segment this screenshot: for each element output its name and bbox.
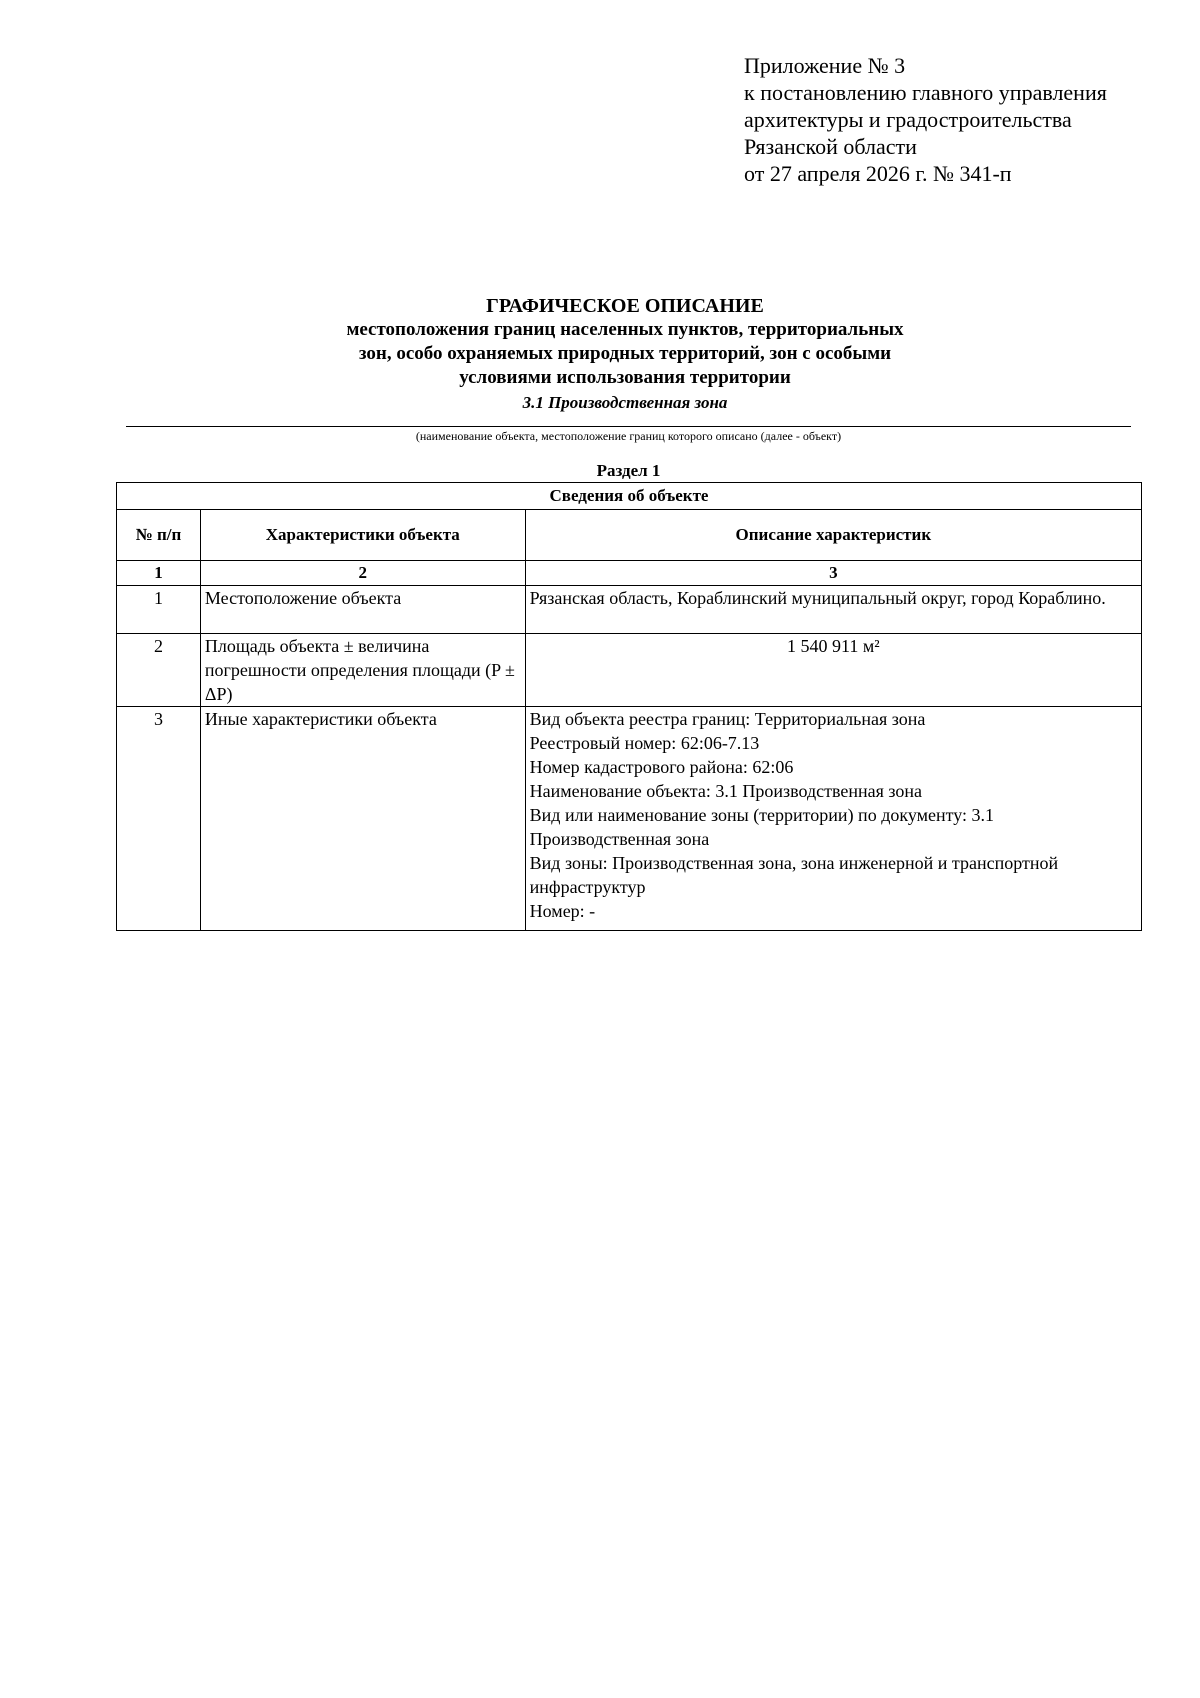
document-subtitle-line-3: условиями использования территории: [459, 367, 791, 388]
table-caption: Сведения об объекте: [117, 483, 1142, 510]
document-heading: [120, 294, 1130, 414]
row-description: 1 540 911 м²: [525, 634, 1141, 707]
row-characteristic: Иные характеристики объекта: [200, 707, 525, 931]
table-header-row: [117, 510, 1142, 561]
description-line: Номер: -: [529, 901, 596, 921]
object-name: 3.1 Производственная зона: [522, 393, 728, 412]
section-title: Раздел 1: [596, 461, 661, 480]
row-characteristic: Местоположение объекта: [200, 586, 525, 634]
document-subtitle-line-2: зон, особо охраняемых природных территорий, зон с особыми: [358, 343, 892, 364]
description-line: Реестровый номер: 62:06-7.13: [529, 733, 760, 753]
annex-line-2: к постановлению главного управления: [744, 80, 1107, 105]
row-description: Рязанская область, Кораблинский муниципальный округ, город Кораблино.: [525, 586, 1141, 634]
description-line: Наименование объекта: 3.1 Производственная зона: [529, 781, 923, 801]
header-num: № п/п: [117, 510, 201, 561]
table-caption-row: [117, 483, 1142, 510]
description-line: Вид зоны: Производственная зона, зона инженерной и транспортной инфраструктур: [529, 853, 1059, 897]
object-info-table: [116, 482, 1142, 931]
row-characteristic: Площадь объекта ± величина погрешности определения площади (P ± ΔP): [200, 634, 525, 707]
description-line: Номер кадастрового района: 62:06: [529, 757, 794, 777]
row-num: 1: [117, 586, 201, 634]
row-description: [525, 707, 1141, 931]
description-line: Вид объекта реестра границ: Территориальная зона: [529, 709, 926, 729]
annex-header: [744, 52, 1107, 187]
table-row: [117, 586, 1142, 634]
column-number-1: 1: [117, 561, 201, 586]
annex-line-3: архитектуры и градостроительства: [744, 107, 1072, 132]
table-row: [117, 707, 1142, 931]
description-line: Вид или наименование зоны (территории) по документу: 3.1 Производственная зона: [529, 805, 995, 849]
column-number-2: 2: [200, 561, 525, 586]
row-num: 2: [117, 634, 201, 707]
annex-line-5: от 27 апреля 2026 г. № 341-п: [744, 161, 1012, 186]
annex-line-1: Приложение № 3: [744, 53, 906, 78]
header-characteristics: Характеристики объекта: [200, 510, 525, 561]
column-number-3: 3: [525, 561, 1141, 586]
object-name-caption: (наименование объекта, местоположение границ которого описано (далее - объект): [415, 429, 842, 443]
table-row: [117, 634, 1142, 707]
annex-line-4: Рязанской области: [744, 134, 917, 159]
document-subtitle-line-1: местоположения границ населенных пунктов, территориальных: [346, 319, 904, 340]
header-description: Описание характеристик: [525, 510, 1141, 561]
row-num: 3: [117, 707, 201, 931]
object-name-underline: [126, 426, 1131, 427]
document-title: ГРАФИЧЕСКОЕ ОПИСАНИЕ: [486, 295, 764, 317]
column-number-row: [117, 561, 1142, 586]
